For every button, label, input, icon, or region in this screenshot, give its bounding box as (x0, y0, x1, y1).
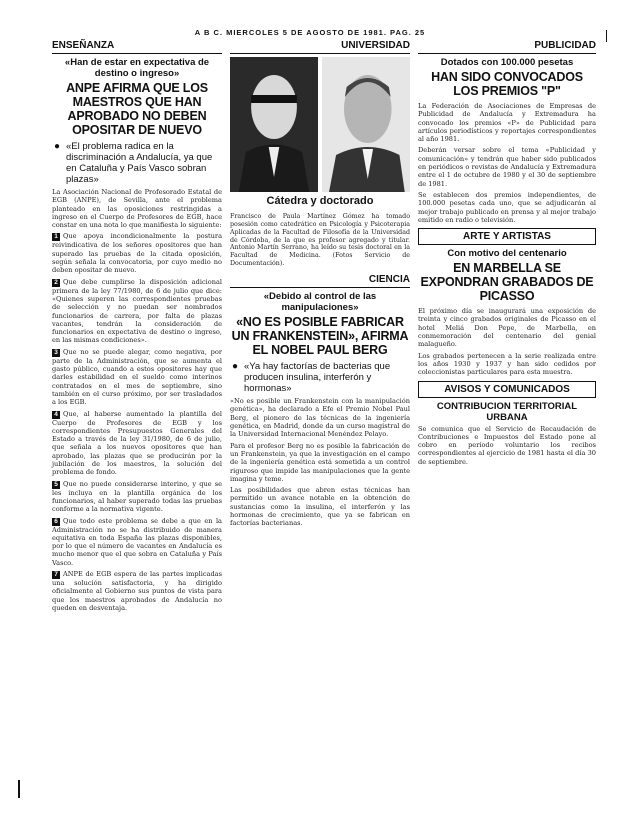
section-title: PUBLICIDAD (418, 40, 596, 54)
point-number: 1 (52, 233, 60, 241)
point-number: 7 (52, 571, 60, 579)
article-body: La Federación de Asociaciones de Empresas de Publicidad de Andalucía y Extremadura ha convocado los premios «P» de Publicidad para artículos periodísticos y reportajes correspondientes al año 1981. (418, 102, 596, 144)
article-body: El próximo día se inaugurará una exposición de treinta y cinco grabados originales de Picasso en el hotel Meliá Don Pepe, de Marbella, en conmemoración del centenario del genial malagueño. (418, 307, 596, 349)
bullet-icon: ● (232, 361, 239, 373)
portrait-photo-right (322, 57, 410, 192)
article-point (52, 480, 222, 514)
point-text: ANPE de EGB espera de las partes implicadas una solución satisfactoria, y ha dirigido oficialmente al Gobierno sus puntos de vista para que los maestros aprobados de Andalucía no queden en desventaja. (52, 569, 222, 612)
deck (230, 361, 410, 394)
headline: «NO ES POSIBLE FABRICAR UN FRANKENSTEIN», AFIRMA EL NOBEL PAUL BERG (231, 315, 409, 358)
page-header: A B C. MIERCOLES 5 DE AGOSTO DE 1981. PAG. 25 (194, 28, 426, 37)
point-text: Que todo este problema se debe a que en la Administración no se ha distribuido de manera equitativa en toda España las plazas disponibles, por lo que el número de vacantes en Andalucía es mucho menor que el que sobra en Cataluña y País Vasco. (52, 516, 222, 567)
photo-caption: Francisco de Paula Martínez Gómez ha tomado posesión como catedrático en Psicología y Psicoterapia Aplicadas de la Facultad de Filosofía de la Universidad de Córdoba, de la que es profesor agregado y titular. Antonio Martín Serrano, ha leído su tesis doctoral en la Facultad de Medicina. (Fotos Servicio de Documentación). (230, 213, 410, 268)
caption-title: Cátedra y doctorado (266, 195, 374, 207)
point-number: 6 (52, 518, 60, 526)
article-point (52, 517, 222, 567)
article-body: Se establecen dos premios independientes, de 100.000 pesetas cada uno, que se adjudicarán al mejor trabajo publicado en prensa y al mejor trabajo emitido en radio o televisión. (418, 190, 596, 224)
headline: ANPE AFIRMA QUE LOS MAESTROS QUE HAN APROBADO NO DEBEN OPOSITAR DE NUEVO (66, 81, 208, 137)
bullet-icon: ● (54, 141, 61, 152)
section-title-arte: ARTE Y ARTISTAS (418, 228, 596, 245)
section-title-ciencia: CIENCIA (230, 274, 410, 288)
point-text: Que debe cumplirse la disposición adicional primera de la ley 77/1980, de 6 de julio que dice: «Quienes superen las correspondientes pruebas de selección y no puedan ser nombrados funcionarios de carrera, por falta de plazas vacantes, tendrán la consideración de funcionarios en expectativa de destino o ingreso, en las mismas condiciones». (52, 277, 222, 345)
article-body: Deberán versar sobre el tema «Publicidad y comunicación» y tendrán que haber sido publicados en periódicos o revistas de Andalucía y Extremadura entre el 1 de octubre de 1980 y el 30 de septiembre de 1981. (418, 146, 596, 188)
article-body: Las posibilidades que abren estas técnicas han permitido un avance notable en la obtención de sustancias como la insulina, el interferón y las hormonas de crecimiento, que ya se fabrican en factorías bacterianas. (230, 486, 410, 528)
point-number: 4 (52, 411, 60, 419)
point-text: Que apoya incondicionalmente la postura reivindicativa de los señores opositores que han superado las pruebas de la citada oposición, según señala la convocatoria, por cuyo medio no deben opositar de nuevo. (52, 232, 222, 275)
article-body: Se comunica que el Servicio de Recaudación de Contribuciones e Impuestos del Estado pone al cobro en período voluntario los recibos correspondientes al ejercicio de 1981 hasta el día 30 de septiembre. (418, 424, 596, 466)
article-point (52, 348, 222, 407)
kicker: Con motivo del centenario (447, 248, 567, 260)
portrait-photo-left (230, 57, 318, 192)
edge-mark (18, 780, 20, 798)
article-body: Para el profesor Berg no es posible la fabricación de un Frankenstein, ya que la investigación en el campo de la ingeniería genética está sometida a un control riguroso que impide las manipulaciones que la gente imagina y teme. (230, 441, 410, 483)
section-title: UNIVERSIDAD (230, 40, 410, 54)
point-text: Que no puede considerarse interino, y que se les incluya en la plantilla orgánica de los funcionarios, al haber superado todas las pruebas conforme a la normativa vigente. (52, 479, 222, 514)
deck-text: «El problema radica en la discriminación a Andalucía, ya que en Cataluña y País Vasco sobran plazas» (66, 141, 213, 185)
deck (52, 141, 222, 185)
article-intro: La Asociación Nacional de Profesorado Estatal de EGB (ANPE), de Sevilla, ante el problema planteado en las oposiciones restringidas a ingreso en el Cuerpo de Profesores de EGB, hace constar en una nota lo que manifiesta lo siguiente: (52, 188, 222, 230)
article-point (52, 570, 222, 612)
column-universidad (230, 40, 410, 531)
point-text: Que, al haberse aumentado la plantilla del Cuerpo de Profesores de EGB y los correspondientes Presupuestos Generales del Estado a través de la ley 31/1980, de 6 de julio, que señala a los nuevos opositores que han aprobado, las plazas que se producirán por la jubilación de los maestros, la solución del problema de fondo. (52, 409, 222, 477)
photo-row (230, 57, 410, 192)
article-point (52, 232, 222, 274)
kicker: CONTRIBUCION TERRITORIAL URBANA (436, 400, 578, 423)
article-body: Los grabados pertenecen a la serie realizada entre los años 1930 y 1937 y han sido cedidos por coleccionistas particulares para esta muestra. (418, 351, 596, 377)
edge-mark (606, 30, 607, 42)
kicker: «Han de estar en expectativa de destino o ingreso» (64, 57, 210, 79)
point-number: 2 (52, 279, 60, 287)
deck-text: «Ya hay factorías de bacterias que producen insulina, interferón y hormonas» (244, 361, 391, 395)
section-title: ENSEÑANZA (52, 40, 222, 54)
headline: EN MARBELLA SE EXPONDRAN GRABADOS DE PICASSO (420, 261, 594, 304)
section-title-avisos: AVISOS Y COMUNICADOS (418, 381, 596, 398)
column-ensenanza (52, 40, 222, 615)
column-publicidad (418, 40, 596, 469)
article-point (52, 410, 222, 477)
kicker: Dotados con 100.000 pesetas (440, 57, 574, 68)
article-point (52, 278, 222, 345)
point-number: 3 (52, 349, 60, 357)
point-text: Que no se puede alegar, como negativa, por parte de la Administración, que se aumenta el gasto público, cuando a estos opositores hay que darles estabilidad en el sueldo como interinos contratados en el mes de septiembre, sino también en el curso próximo, por ser trasladados a los EGB. (52, 347, 222, 407)
headline: HAN SIDO CONVOCADOS LOS PREMIOS "P" (431, 70, 583, 98)
kicker: «Debido al control de las manipulaciones» (263, 291, 377, 314)
point-number: 5 (52, 481, 60, 489)
article-body: «No es posible un Frankenstein con la manipulación genética», ha declarado a Efe el Premio Nobel Paul Berg, el pionero de las técnicas de la ingeniería genética, en Madrid, donde da un curso magistral de la Universidad Internacional Menéndez Pelayo. (230, 397, 410, 439)
